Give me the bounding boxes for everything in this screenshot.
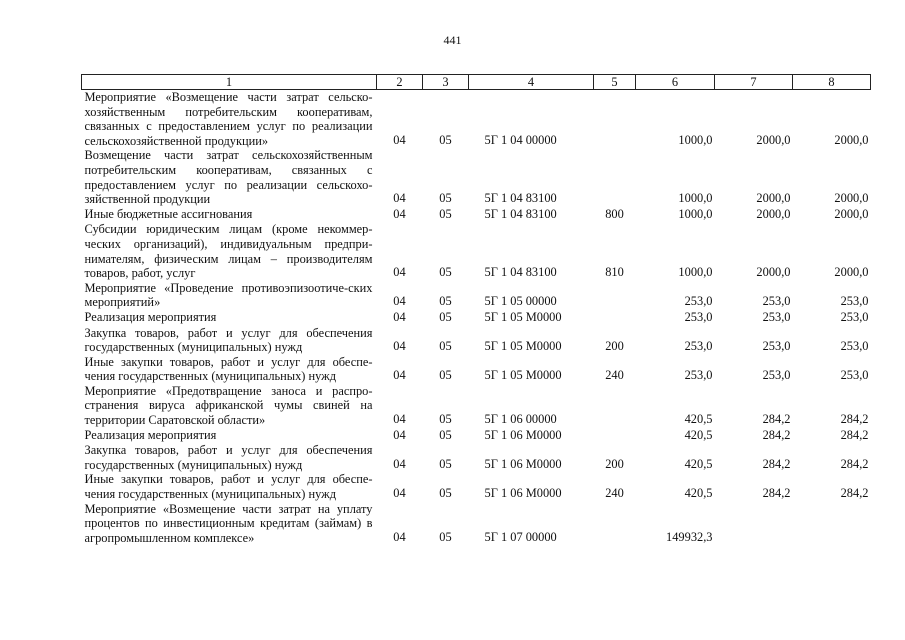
- col-header-8: 8: [793, 75, 871, 90]
- row-name: Иные бюджетные ассигнования: [84, 206, 253, 221]
- row-amount-year-1: 420,5: [684, 456, 713, 471]
- table-row: [82, 90, 871, 149]
- row-amount-year-1: 420,5: [684, 427, 713, 442]
- row-name: Мероприятие «Возмещение части затрат сельско-хозяйственным потребительским кооперативам, связанных с предоставлением услуг по реализации сельскохозяйственной продукции»: [84, 90, 373, 148]
- table-row: [82, 148, 871, 206]
- row-amount-year-2: 284,2: [762, 427, 791, 442]
- row-razdel: 04: [393, 368, 406, 383]
- row-amount-year-2: 2000,0: [756, 191, 791, 206]
- table-row: [82, 355, 871, 384]
- row-name: Иные закупки товаров, работ и услуг для обеспе-чения государственных (муниципальных) нужд: [84, 354, 373, 384]
- row-amount-year-2: 2000,0: [756, 265, 791, 280]
- row-amount-year-3: [793, 502, 871, 546]
- col-header-5: 5: [594, 75, 636, 90]
- row-amount-year-3: 253,0: [840, 339, 869, 354]
- table-header-row: [82, 75, 871, 90]
- page-number: 441: [443, 33, 462, 47]
- row-expense-type: 240: [605, 368, 624, 383]
- col-header-2: 2: [377, 75, 423, 90]
- row-amount-year-2: 253,0: [762, 368, 791, 383]
- row-expense-type: [594, 384, 636, 428]
- row-amount-year-1: 420,5: [684, 486, 713, 501]
- row-target-article: 5Г 1 04 00000: [484, 132, 557, 147]
- row-amount-year-1: 253,0: [684, 294, 713, 309]
- table-row: [82, 428, 871, 444]
- row-podrazdel: 05: [439, 191, 452, 206]
- row-expense-type: [594, 148, 636, 206]
- row-amount-year-3: 284,2: [840, 412, 869, 427]
- row-expense-type: 800: [605, 206, 624, 221]
- table-row: [82, 502, 871, 546]
- row-target-article: 5Г 1 05 00000: [484, 294, 557, 309]
- row-amount-year-1: 1000,0: [678, 265, 713, 280]
- row-expense-type: [594, 428, 636, 444]
- row-razdel: 04: [393, 309, 406, 324]
- row-amount-year-2: 284,2: [762, 456, 791, 471]
- row-podrazdel: 05: [439, 486, 452, 501]
- row-podrazdel: 05: [439, 529, 452, 544]
- row-razdel: 04: [393, 456, 406, 471]
- row-podrazdel: 05: [439, 265, 452, 280]
- row-amount-year-3: 253,0: [840, 368, 869, 383]
- col-header-6: 6: [636, 75, 715, 90]
- row-amount-year-1: 1000,0: [678, 191, 713, 206]
- col-header-4: 4: [469, 75, 594, 90]
- row-target-article: 5Г 1 06 00000: [484, 412, 557, 427]
- row-podrazdel: 05: [439, 206, 452, 221]
- row-amount-year-1: 1000,0: [678, 132, 713, 147]
- row-amount-year-1: 1000,0: [678, 206, 713, 221]
- table-row: [82, 384, 871, 428]
- row-amount-year-3: 284,2: [840, 456, 869, 471]
- row-podrazdel: 05: [439, 412, 452, 427]
- col-header-3: 3: [423, 75, 469, 90]
- row-expense-type: 200: [605, 456, 624, 471]
- row-amount-year-3: 2000,0: [834, 191, 869, 206]
- table-row: [82, 326, 871, 355]
- row-expense-type: [594, 310, 636, 326]
- row-amount-year-3: 2000,0: [834, 132, 869, 147]
- row-expense-type: 810: [605, 265, 624, 280]
- row-target-article: 5Г 1 06 М0000: [484, 427, 562, 442]
- row-amount-year-2: 253,0: [762, 294, 791, 309]
- table-row: [82, 207, 871, 223]
- table-row: [82, 310, 871, 326]
- row-amount-year-1: 149932,3: [666, 529, 713, 544]
- col-header-7: 7: [715, 75, 793, 90]
- row-podrazdel: 05: [439, 294, 452, 309]
- row-podrazdel: 05: [439, 427, 452, 442]
- row-amount-year-3: 2000,0: [834, 206, 869, 221]
- row-name: Иные закупки товаров, работ и услуг для обеспе-чения государственных (муниципальных) нужд: [84, 472, 373, 502]
- row-podrazdel: 05: [439, 368, 452, 383]
- row-amount-year-2: 2000,0: [756, 132, 791, 147]
- row-target-article: 5Г 1 04 83100: [484, 206, 557, 221]
- row-razdel: 04: [393, 427, 406, 442]
- row-name: Закупка товаров, работ и услуг для обеспечения государственных (муниципальных) нужд: [84, 443, 373, 472]
- row-podrazdel: 05: [439, 132, 452, 147]
- row-razdel: 04: [393, 132, 406, 147]
- row-razdel: 04: [393, 294, 406, 309]
- row-razdel: 04: [393, 339, 406, 354]
- row-target-article: 5Г 1 07 00000: [484, 529, 557, 544]
- row-name: Мероприятие «Возмещение части затрат на уплату процентов по инвестиционным кредитам (займам) в агропромышленном комплексе»: [84, 501, 373, 545]
- row-razdel: 04: [393, 191, 406, 206]
- table-row: [82, 281, 871, 310]
- row-razdel: 04: [393, 529, 406, 544]
- row-expense-type: [594, 502, 636, 546]
- row-expense-type: [594, 90, 636, 149]
- row-razdel: 04: [393, 206, 406, 221]
- table-row: [82, 443, 871, 472]
- row-expense-type: 240: [605, 486, 624, 501]
- row-amount-year-1: 420,5: [684, 412, 713, 427]
- table-row: [82, 222, 871, 280]
- table-row: [82, 472, 871, 501]
- row-amount-year-2: 284,2: [762, 412, 791, 427]
- row-target-article: 5Г 1 04 83100: [484, 265, 557, 280]
- row-amount-year-3: 284,2: [840, 486, 869, 501]
- row-name: Мероприятие «Проведение противоэпизоотиче-ских мероприятий»: [84, 280, 373, 310]
- row-amount-year-3: 284,2: [840, 427, 869, 442]
- row-amount-year-3: 253,0: [840, 309, 869, 324]
- row-expense-type: [594, 281, 636, 310]
- row-amount-year-3: 2000,0: [834, 265, 869, 280]
- row-name: Мероприятие «Предотвращение заноса и распро-странения вируса африканской чумы свиней на территории Саратовской области»: [84, 383, 373, 428]
- row-target-article: 5Г 1 05 М0000: [484, 309, 562, 324]
- row-amount-year-2: 253,0: [762, 339, 791, 354]
- row-amount-year-2: 253,0: [762, 309, 791, 324]
- row-amount-year-2: 2000,0: [756, 206, 791, 221]
- row-expense-type: 200: [605, 339, 624, 354]
- row-amount-year-1: 253,0: [684, 339, 713, 354]
- row-target-article: 5Г 1 06 М0000: [484, 486, 562, 501]
- row-razdel: 04: [393, 412, 406, 427]
- col-header-1: 1: [82, 75, 377, 90]
- row-amount-year-3: 253,0: [840, 294, 869, 309]
- row-target-article: 5Г 1 05 М0000: [484, 368, 562, 383]
- budget-table: [81, 74, 871, 545]
- row-amount-year-1: 253,0: [684, 309, 713, 324]
- row-target-article: 5Г 1 05 М0000: [484, 339, 562, 354]
- row-name: Субсидии юридическим лицам (кроме некоммер-ческих организаций), индивидуальным предпри-нимателям, физическим лицам – производителям товаров, работ, услуг: [84, 222, 373, 281]
- row-target-article: 5Г 1 04 83100: [484, 191, 557, 206]
- row-amount-year-1: 253,0: [684, 368, 713, 383]
- row-razdel: 04: [393, 265, 406, 280]
- row-razdel: 04: [393, 486, 406, 501]
- row-amount-year-2: [715, 502, 793, 546]
- row-amount-year-2: 284,2: [762, 486, 791, 501]
- row-podrazdel: 05: [439, 339, 452, 354]
- row-podrazdel: 05: [439, 456, 452, 471]
- row-target-article: 5Г 1 06 М0000: [484, 456, 562, 471]
- row-name: Реализация мероприятия: [84, 309, 217, 324]
- row-podrazdel: 05: [439, 309, 452, 324]
- row-name: Реализация мероприятия: [84, 427, 217, 442]
- row-name: Закупка товаров, работ и услуг для обеспечения государственных (муниципальных) нужд: [84, 325, 373, 355]
- row-name: Возмещение части затрат сельскохозяйственным потребительским кооперативам, связанных с предоставлением услуг по реализации сельскохо-зяйственной продукции: [84, 148, 373, 207]
